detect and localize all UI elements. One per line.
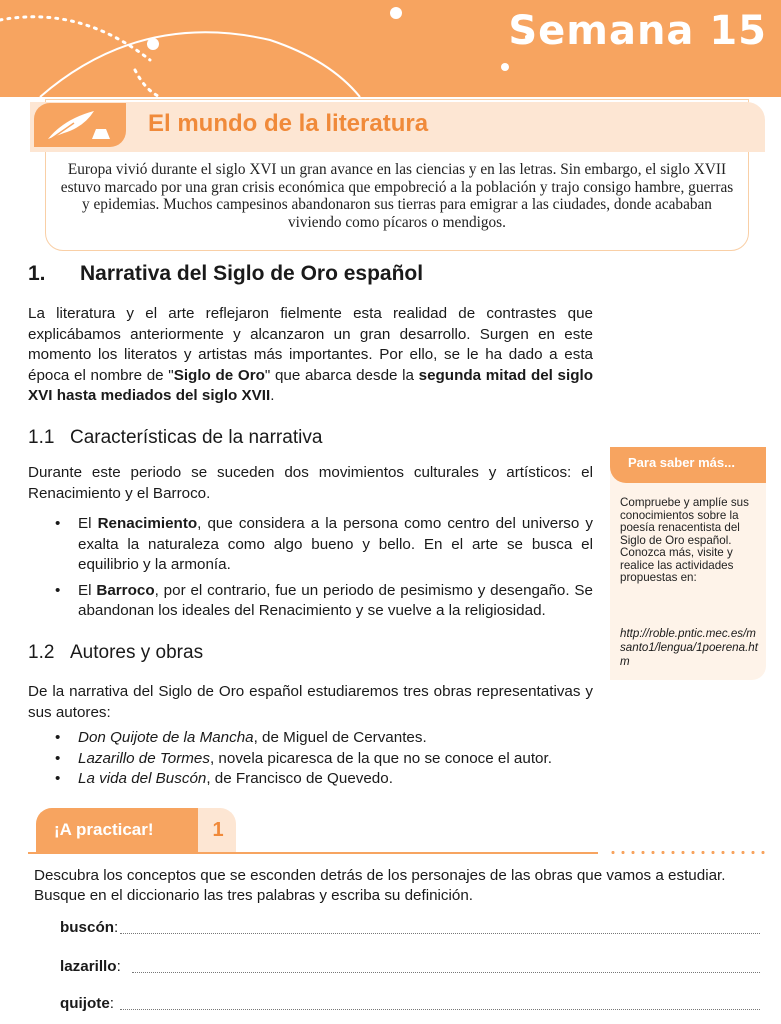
heading-text: Características de la narrativa xyxy=(70,427,323,448)
text-run: . xyxy=(270,387,275,405)
header-banner xyxy=(0,0,781,97)
text-run: , de Francisco de Quevedo. xyxy=(206,770,393,788)
text-run: , novela picaresca de la que no se conoce el autor. xyxy=(209,749,552,767)
paragraph-siglo-de-oro xyxy=(28,304,593,407)
heading-number: 1. xyxy=(28,262,46,285)
answer-label-lazarillo: lazarillo: xyxy=(60,958,121,975)
text-run: , de Miguel de Cervantes. xyxy=(253,729,427,746)
sidebox-text: Compruebe y amplíe sus conocimientos sobre la poesía renacentista del Siglo de Oro español. Conozca más, visite y realice las actividades propuestas en: xyxy=(620,496,749,584)
dotted-divider xyxy=(608,851,770,854)
link-text[interactable]: http://roble.pntic.mec.es/msanto1/lengua/1poerena.htm xyxy=(620,627,758,668)
heading-text: Autores y obras xyxy=(70,642,204,663)
heading-1 xyxy=(28,262,423,286)
answer-field-lazarillo[interactable] xyxy=(132,972,760,973)
heading-number: 1.2 xyxy=(28,642,55,663)
movements-list xyxy=(28,514,593,627)
heading-number: 1.1 xyxy=(28,427,55,448)
answer-field-quijote[interactable] xyxy=(120,1009,760,1010)
practice-number: 1 xyxy=(212,819,224,841)
sidebox-title: Para saber más... xyxy=(628,455,735,470)
week-label: Semana 15 xyxy=(508,8,767,54)
work-title: Lazarillo de Tormes xyxy=(78,749,210,767)
work-title: La vida del Buscón xyxy=(78,770,207,788)
divider xyxy=(28,852,598,854)
text-run: El xyxy=(78,515,98,532)
list-item xyxy=(28,769,628,790)
text-run: El xyxy=(78,581,97,599)
quill-inkwell-icon xyxy=(34,103,126,147)
heading-text: Narrativa del Siglo de Oro español xyxy=(80,262,424,285)
sidebox-link[interactable] xyxy=(620,627,760,669)
paragraph-works: De la narrativa del Siglo de Oro español estudiaremos tres obras representativas y sus autores: xyxy=(28,683,593,721)
list-item xyxy=(28,581,593,622)
term: quijote xyxy=(60,995,110,1012)
bold-text: segunda mitad del siglo XVI hasta mediados del siglo XVII xyxy=(28,366,594,405)
answer-label-quijote: quijote: xyxy=(60,995,115,1012)
text-run: " que abarca desde la xyxy=(264,366,419,384)
section-title: El mundo de la literatura xyxy=(148,110,429,137)
term: lazarillo xyxy=(60,958,117,975)
list-item xyxy=(28,728,628,749)
intro-paragraph: Europa vivió durante el siglo XVI un gran avance en las ciencias y en las letras. Sin embargo, el siglo XVII estuvo marcado por una gran crisis económica que empobreció a la población y trajo consigo hambre, guerras y epidemias. Muchos campesinos abandonaron sus tierras para emigrar a las ciudades, donde acababan viviendo como pícaros o mendigos. xyxy=(60,161,734,231)
answer-field-buscon[interactable] xyxy=(120,933,760,934)
heading-1-1 xyxy=(28,427,322,449)
works-list xyxy=(28,728,628,790)
term: buscón xyxy=(60,919,115,936)
list-item xyxy=(28,514,593,576)
bold-text: Renacimiento xyxy=(97,515,198,532)
bold-text: Barroco xyxy=(96,581,155,599)
heading-1-2 xyxy=(28,642,203,664)
paragraph-movements: Durante este periodo se suceden dos movimientos culturales y artísticos: el Renacimiento y el Barroco. xyxy=(28,464,593,502)
text-run: La literatura y el arte reflejaron fielmente esta realidad de contrastes que explicábamos anteriormente y alcanzaron un gran desarrollo. Surgen en este momento los literatos y artistas más importantes. Por ello, se le ha dado a esta época el nombre de " xyxy=(28,305,593,384)
answer-label-buscon: buscón: xyxy=(60,919,119,936)
practice-instructions: Descubra los conceptos que se esconden detrás de los personajes de las obras que vamos a estudiar. Busque en el diccionario las tres palabras y escriba su definición. xyxy=(34,867,726,904)
bold-text: Siglo de Oro xyxy=(173,366,265,384)
list-item xyxy=(28,749,628,770)
text-run: , por el contrario, fue un periodo de pesimismo y desengaño. Se abandonan los ideales del Renacimiento y se vuelve a la religiosidad. xyxy=(78,581,593,620)
text-run: , que considera a la persona como centro del universo y exalta la naturaleza como algo bueno y bello. En el arte se busca el equilibrio y la armonía. xyxy=(78,515,593,574)
work-title: Don Quijote de la Mancha xyxy=(78,729,254,746)
practice-label: ¡A practicar! xyxy=(36,808,198,852)
